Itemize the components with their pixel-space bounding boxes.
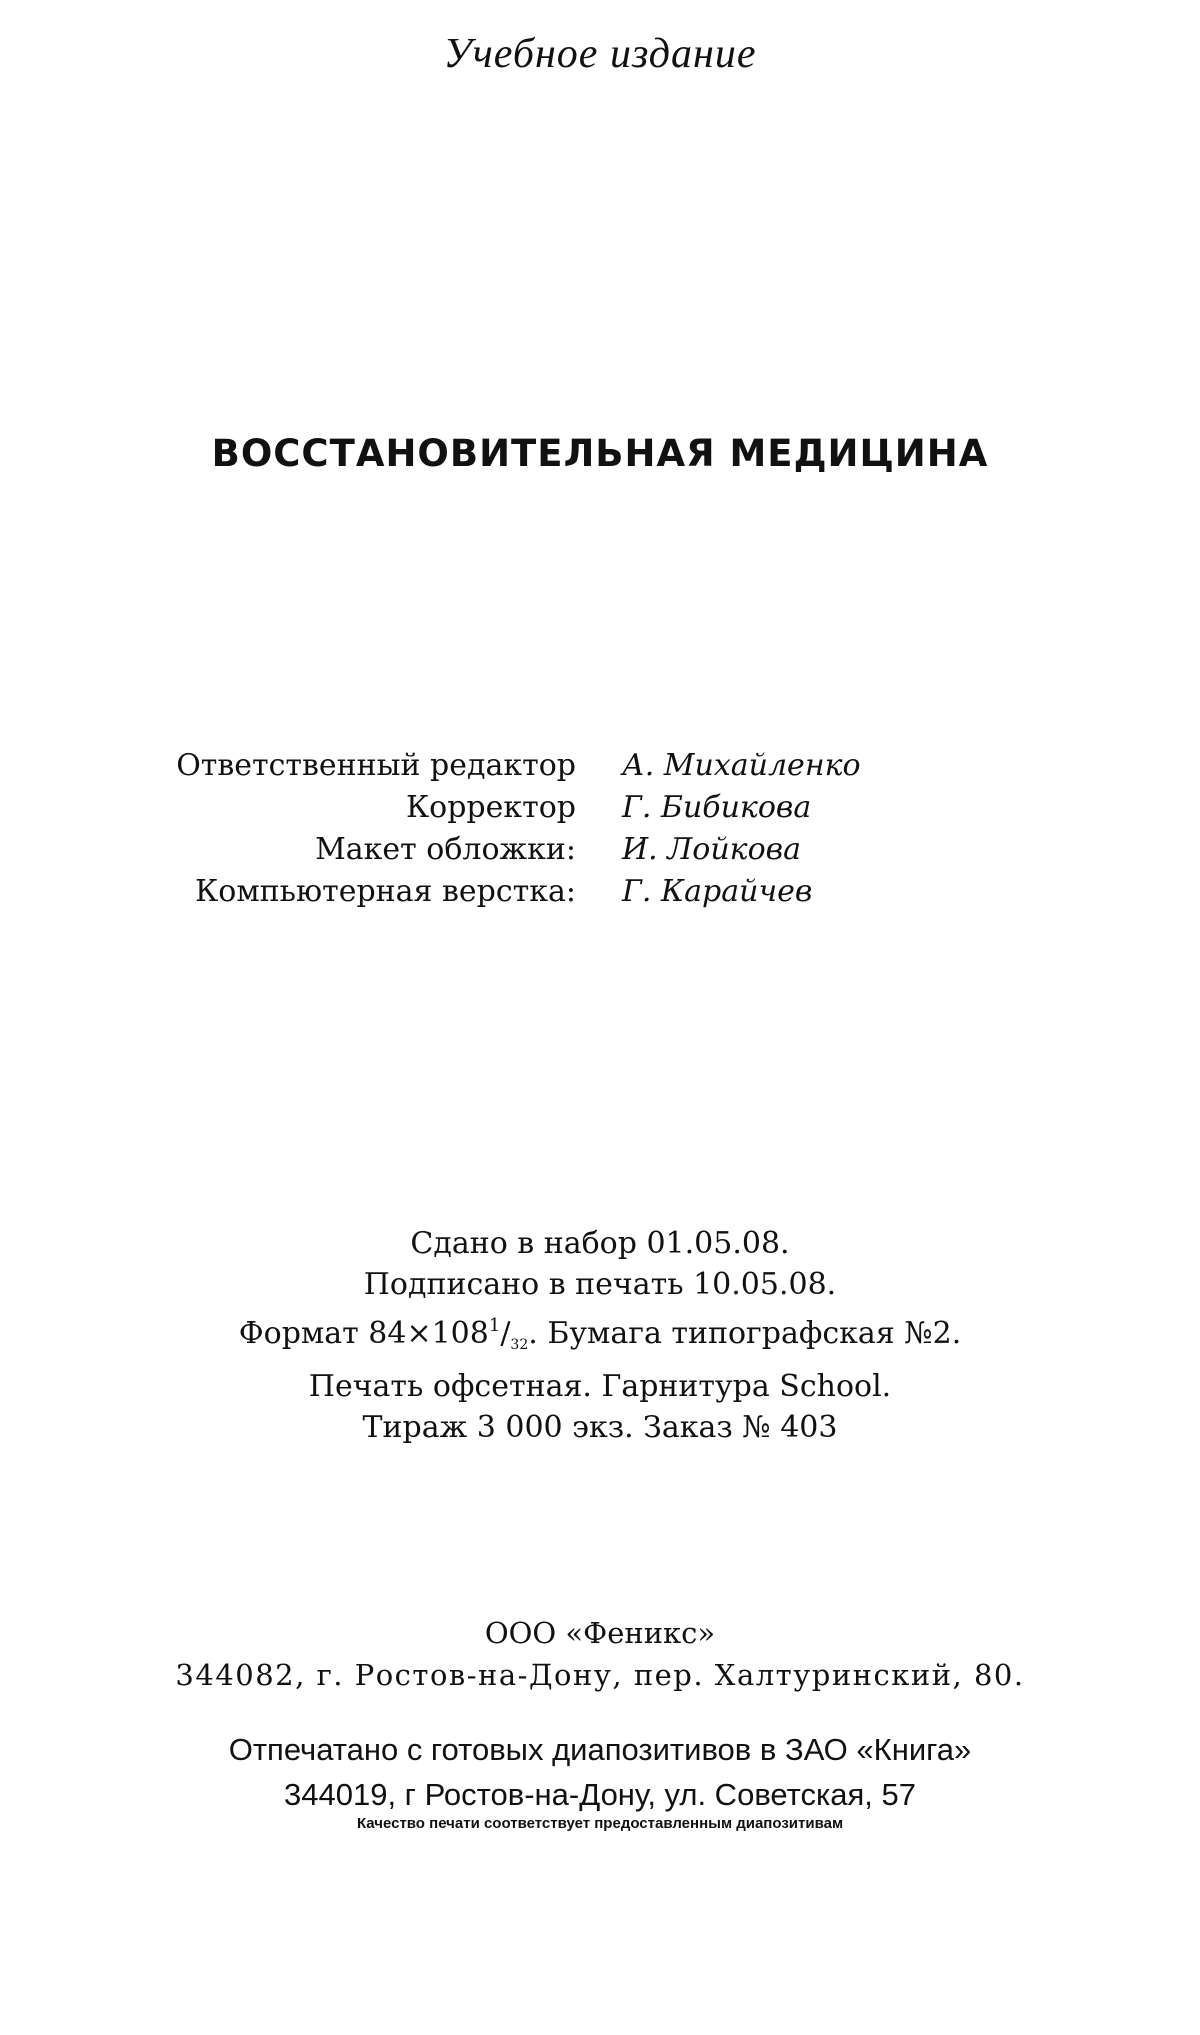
credit-name: Г. Бибикова xyxy=(622,790,812,825)
credit-role: Ответственный редактор xyxy=(176,748,576,783)
credit-role: Компьютерная верстка: xyxy=(195,874,576,909)
format-fraction-denominator: 32 xyxy=(510,1337,529,1353)
imprint-block xyxy=(0,1223,1200,1448)
credit-row-cover-layout xyxy=(0,829,1200,871)
format-suffix: . Бумага типографская №2. xyxy=(528,1316,962,1351)
credit-row-typesetting xyxy=(0,871,1200,913)
printer-block xyxy=(0,1727,1200,1817)
credit-name: Г. Карайчев xyxy=(622,874,813,909)
edition-type: Учебное издание xyxy=(443,31,757,77)
imprint-print-run: Тираж 3 000 экз. Заказ № 403 xyxy=(362,1410,838,1445)
credit-name: И. Лойкова xyxy=(622,832,801,867)
credit-row-editor xyxy=(0,745,1200,787)
book-title: ВОССТАНОВИТЕЛЬНАЯ МЕДИЦИНА xyxy=(211,432,989,475)
format-fraction-numerator: 1 xyxy=(488,1315,501,1336)
credit-row-proofreader xyxy=(0,787,1200,829)
printer-line-2: 344019, г Ростов-на-Дону, ул. Советская, 57 xyxy=(284,1777,916,1812)
imprint-format: Формат $84\times 108^1/_{32}$. Бумага типографская №2. xyxy=(238,1315,962,1353)
imprint-typeset-date: Сдано в набор 01.05.08. xyxy=(410,1226,790,1261)
credit-name: А. Михайленко xyxy=(622,748,861,783)
credit-role: Корректор xyxy=(405,790,576,825)
publisher-block xyxy=(0,1612,1200,1696)
credits-block xyxy=(0,745,1200,913)
print-quality-note: Качество печати соответствует предоставленным диапозитивам xyxy=(356,1815,844,1832)
imprint-print-font: Печать офсетная. Гарнитура School. xyxy=(308,1369,892,1404)
printer-line-1: Отпечатано с готовых диапозитивов в ЗАО «Книга» xyxy=(228,1732,972,1767)
credit-role: Макет обложки: xyxy=(315,832,576,867)
format-prefix: Формат 84×108 xyxy=(238,1316,489,1351)
publisher-name: ООО «Феникс» xyxy=(484,1616,716,1650)
publisher-address: 344082, г. Ростов-на-Дону, пер. Халтуринский, 80. xyxy=(175,1658,1025,1692)
imprint-signed-date: Подписано в печать 10.05.08. xyxy=(363,1267,837,1302)
